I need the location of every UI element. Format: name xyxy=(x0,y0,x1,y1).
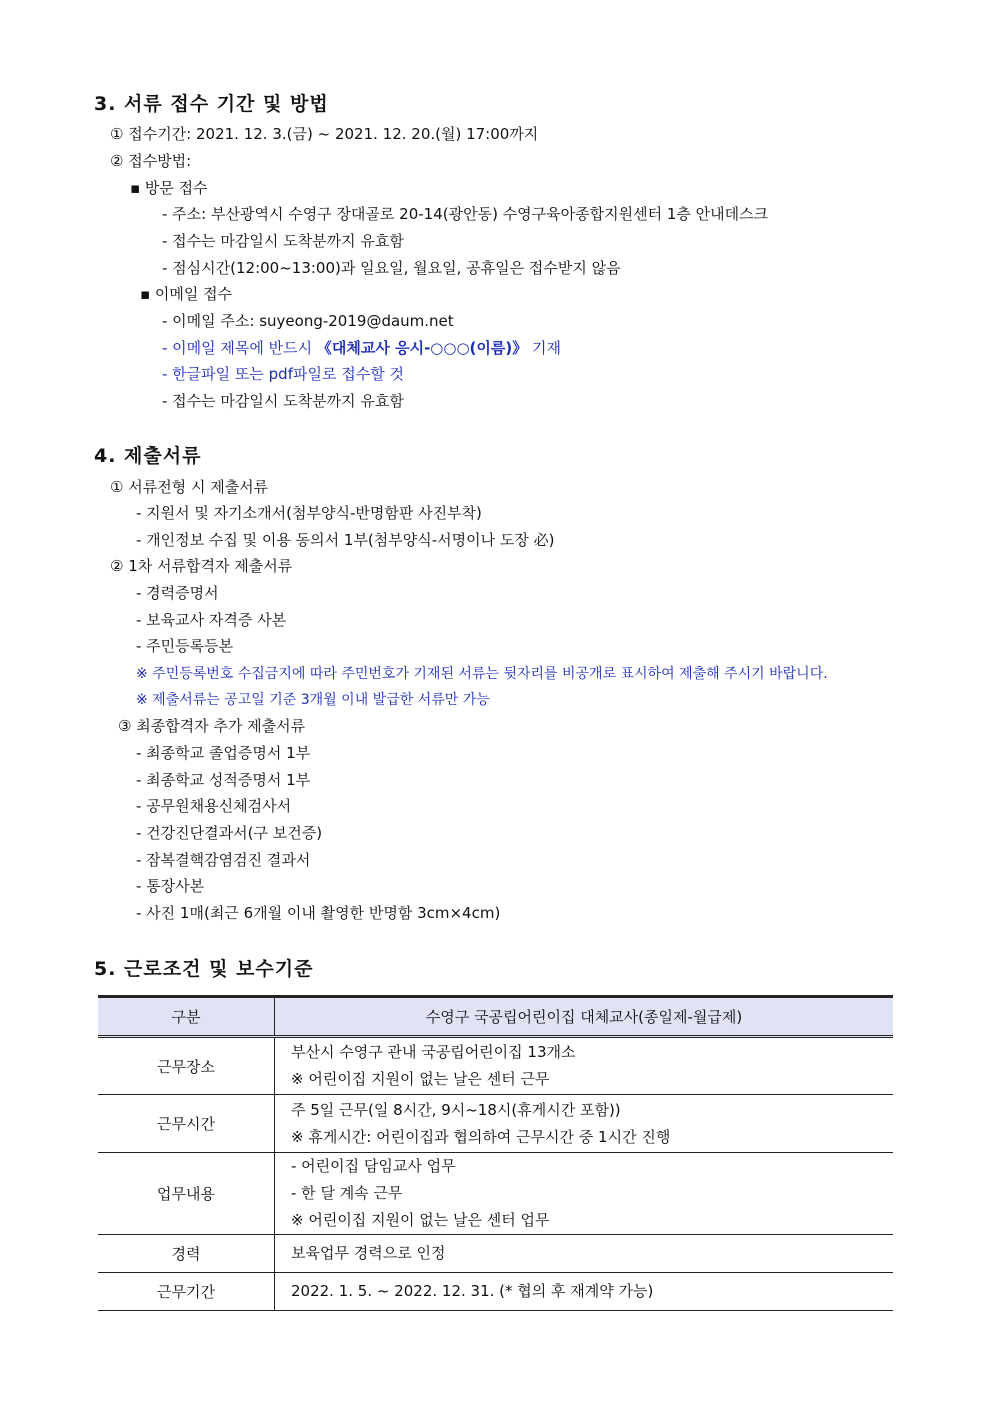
table-header-position: 수영구 국공립어린이집 대체교사(종일제-월급제) xyxy=(275,997,894,1037)
email-submission-title: ▪ 이메일 접수 xyxy=(140,285,233,303)
docs-group2-item: - 주민등록등본 xyxy=(136,637,234,655)
section3-title: 3. 서류 접수 기간 및 방법 xyxy=(94,93,329,115)
row-value-hours xyxy=(275,1095,894,1153)
docs-group3-item: - 최종학교 성적증명서 1부 xyxy=(136,771,311,789)
email-file-format: - 한글파일 또는 pdf파일로 접수할 것 xyxy=(162,365,404,383)
row-label-period: 근무기간 xyxy=(98,1273,275,1311)
docs-group3-item: - 통장사본 xyxy=(136,877,205,895)
section5-title: 5. 근로조건 및 보수기준 xyxy=(94,958,314,980)
email-subject-format: 《대체교사 응시-○○○(이름)》 xyxy=(316,339,528,357)
visit-deadline: - 접수는 마감일시 도착분까지 유효함 xyxy=(162,232,404,250)
docs-group3-item: - 공무원채용신체검사서 xyxy=(136,797,292,815)
submission-period: ① 접수기간: 2021. 12. 3.(금) ~ 2021. 12. 20.(월) 17:00까지 xyxy=(110,125,539,143)
table-row xyxy=(98,1273,893,1311)
docs-group3-item: - 건강진단결과서(구 보건증) xyxy=(136,824,323,842)
visit-lunch-notice: - 점심시간(12:00~13:00)과 일요일, 월요일, 공휴일은 접수받지 않음 xyxy=(162,259,621,277)
cell-line: ※ 어린이집 지원이 없는 날은 센터 업무 xyxy=(291,1211,550,1229)
table-row xyxy=(98,1037,893,1095)
email-subject-post: 기재 xyxy=(527,339,562,357)
row-value-period xyxy=(275,1273,894,1311)
cell-line: - 어린이집 담임교사 업무 xyxy=(291,1157,456,1175)
email-address: - 이메일 주소: suyeong-2019@daum.net xyxy=(162,312,454,330)
docs-group3-item: - 잠복결핵감염검진 결과서 xyxy=(136,851,311,869)
docs-group1-title: ① 서류전형 시 제출서류 xyxy=(110,478,269,496)
table-row xyxy=(98,1153,893,1235)
visit-address: - 주소: 부산광역시 수영구 장대골로 20-14(광안동) 수영구육아종합지원센터 1층 안내데스크 xyxy=(162,205,769,223)
docs-group1-item: - 개인정보 수집 및 이용 동의서 1부(첨부양식-서명이나 도장 必) xyxy=(136,531,555,549)
row-label-duties: 업무내용 xyxy=(98,1153,275,1235)
docs-group3-title: ③ 최종합격자 추가 제출서류 xyxy=(118,717,306,735)
cell-line: 보육업무 경력으로 인정 xyxy=(291,1244,446,1262)
row-label-hours: 근무시간 xyxy=(98,1095,275,1153)
email-subject-rule xyxy=(162,338,561,358)
cell-line: 부산시 수영구 관내 국공립어린이집 13개소 xyxy=(291,1043,576,1061)
row-label-experience: 경력 xyxy=(98,1235,275,1273)
docs-group1-item: - 지원서 및 자기소개서(첨부양식-반명함판 사진부착) xyxy=(136,504,482,522)
table-row xyxy=(98,1235,893,1273)
table-header-category: 구분 xyxy=(98,997,275,1037)
cell-line: ※ 휴게시간: 어린이집과 협의하여 근무시간 중 1시간 진행 xyxy=(291,1127,671,1146)
email-subject-pre: - 이메일 제목에 반드시 xyxy=(162,339,317,357)
row-value-duties xyxy=(275,1153,894,1235)
docs-group3-item: - 사진 1매(최근 6개월 이내 촬영한 반명함 3cm×4cm) xyxy=(136,904,501,922)
docs-group2-title: ② 1차 서류합격자 제출서류 xyxy=(110,557,293,575)
working-conditions-table xyxy=(98,995,893,1311)
cell-line: 2022. 1. 5. ~ 2022. 12. 31. (* 협의 후 재계약 가능) xyxy=(291,1282,654,1300)
resident-number-notice: ※ 주민등록번호 수집금지에 따라 주민번호가 기재된 서류는 뒷자리를 비공개로 표시하여 제출해 주시기 바랍니다. xyxy=(136,666,828,682)
row-value-workplace xyxy=(275,1037,894,1095)
row-value-experience xyxy=(275,1235,894,1273)
row-label-workplace: 근무장소 xyxy=(98,1037,275,1095)
docs-group2-item: - 보육교사 자격증 사본 xyxy=(136,611,287,629)
submission-method-label: ② 접수방법: xyxy=(110,152,192,170)
docs-group3-item: - 최종학교 졸업증명서 1부 xyxy=(136,744,311,762)
table-row xyxy=(98,1095,893,1153)
docs-group2-item: - 경력증명서 xyxy=(136,584,219,602)
table-header-row xyxy=(98,997,893,1037)
cell-line: ※ 어린이집 지원이 없는 날은 센터 근무 xyxy=(291,1070,550,1088)
visit-submission-title: ▪ 방문 접수 xyxy=(130,179,208,197)
email-deadline: - 접수는 마감일시 도착분까지 유효함 xyxy=(162,392,404,410)
issue-date-notice: ※ 제출서류는 공고일 기준 3개월 이내 발급한 서류만 가능 xyxy=(136,692,490,708)
cell-line: - 한 달 계속 근무 xyxy=(291,1184,403,1202)
cell-line: 주 5일 근무(일 8시간, 9시~18시(휴게시간 포함)) xyxy=(291,1100,621,1119)
section4-title: 4. 제출서류 xyxy=(94,445,202,467)
